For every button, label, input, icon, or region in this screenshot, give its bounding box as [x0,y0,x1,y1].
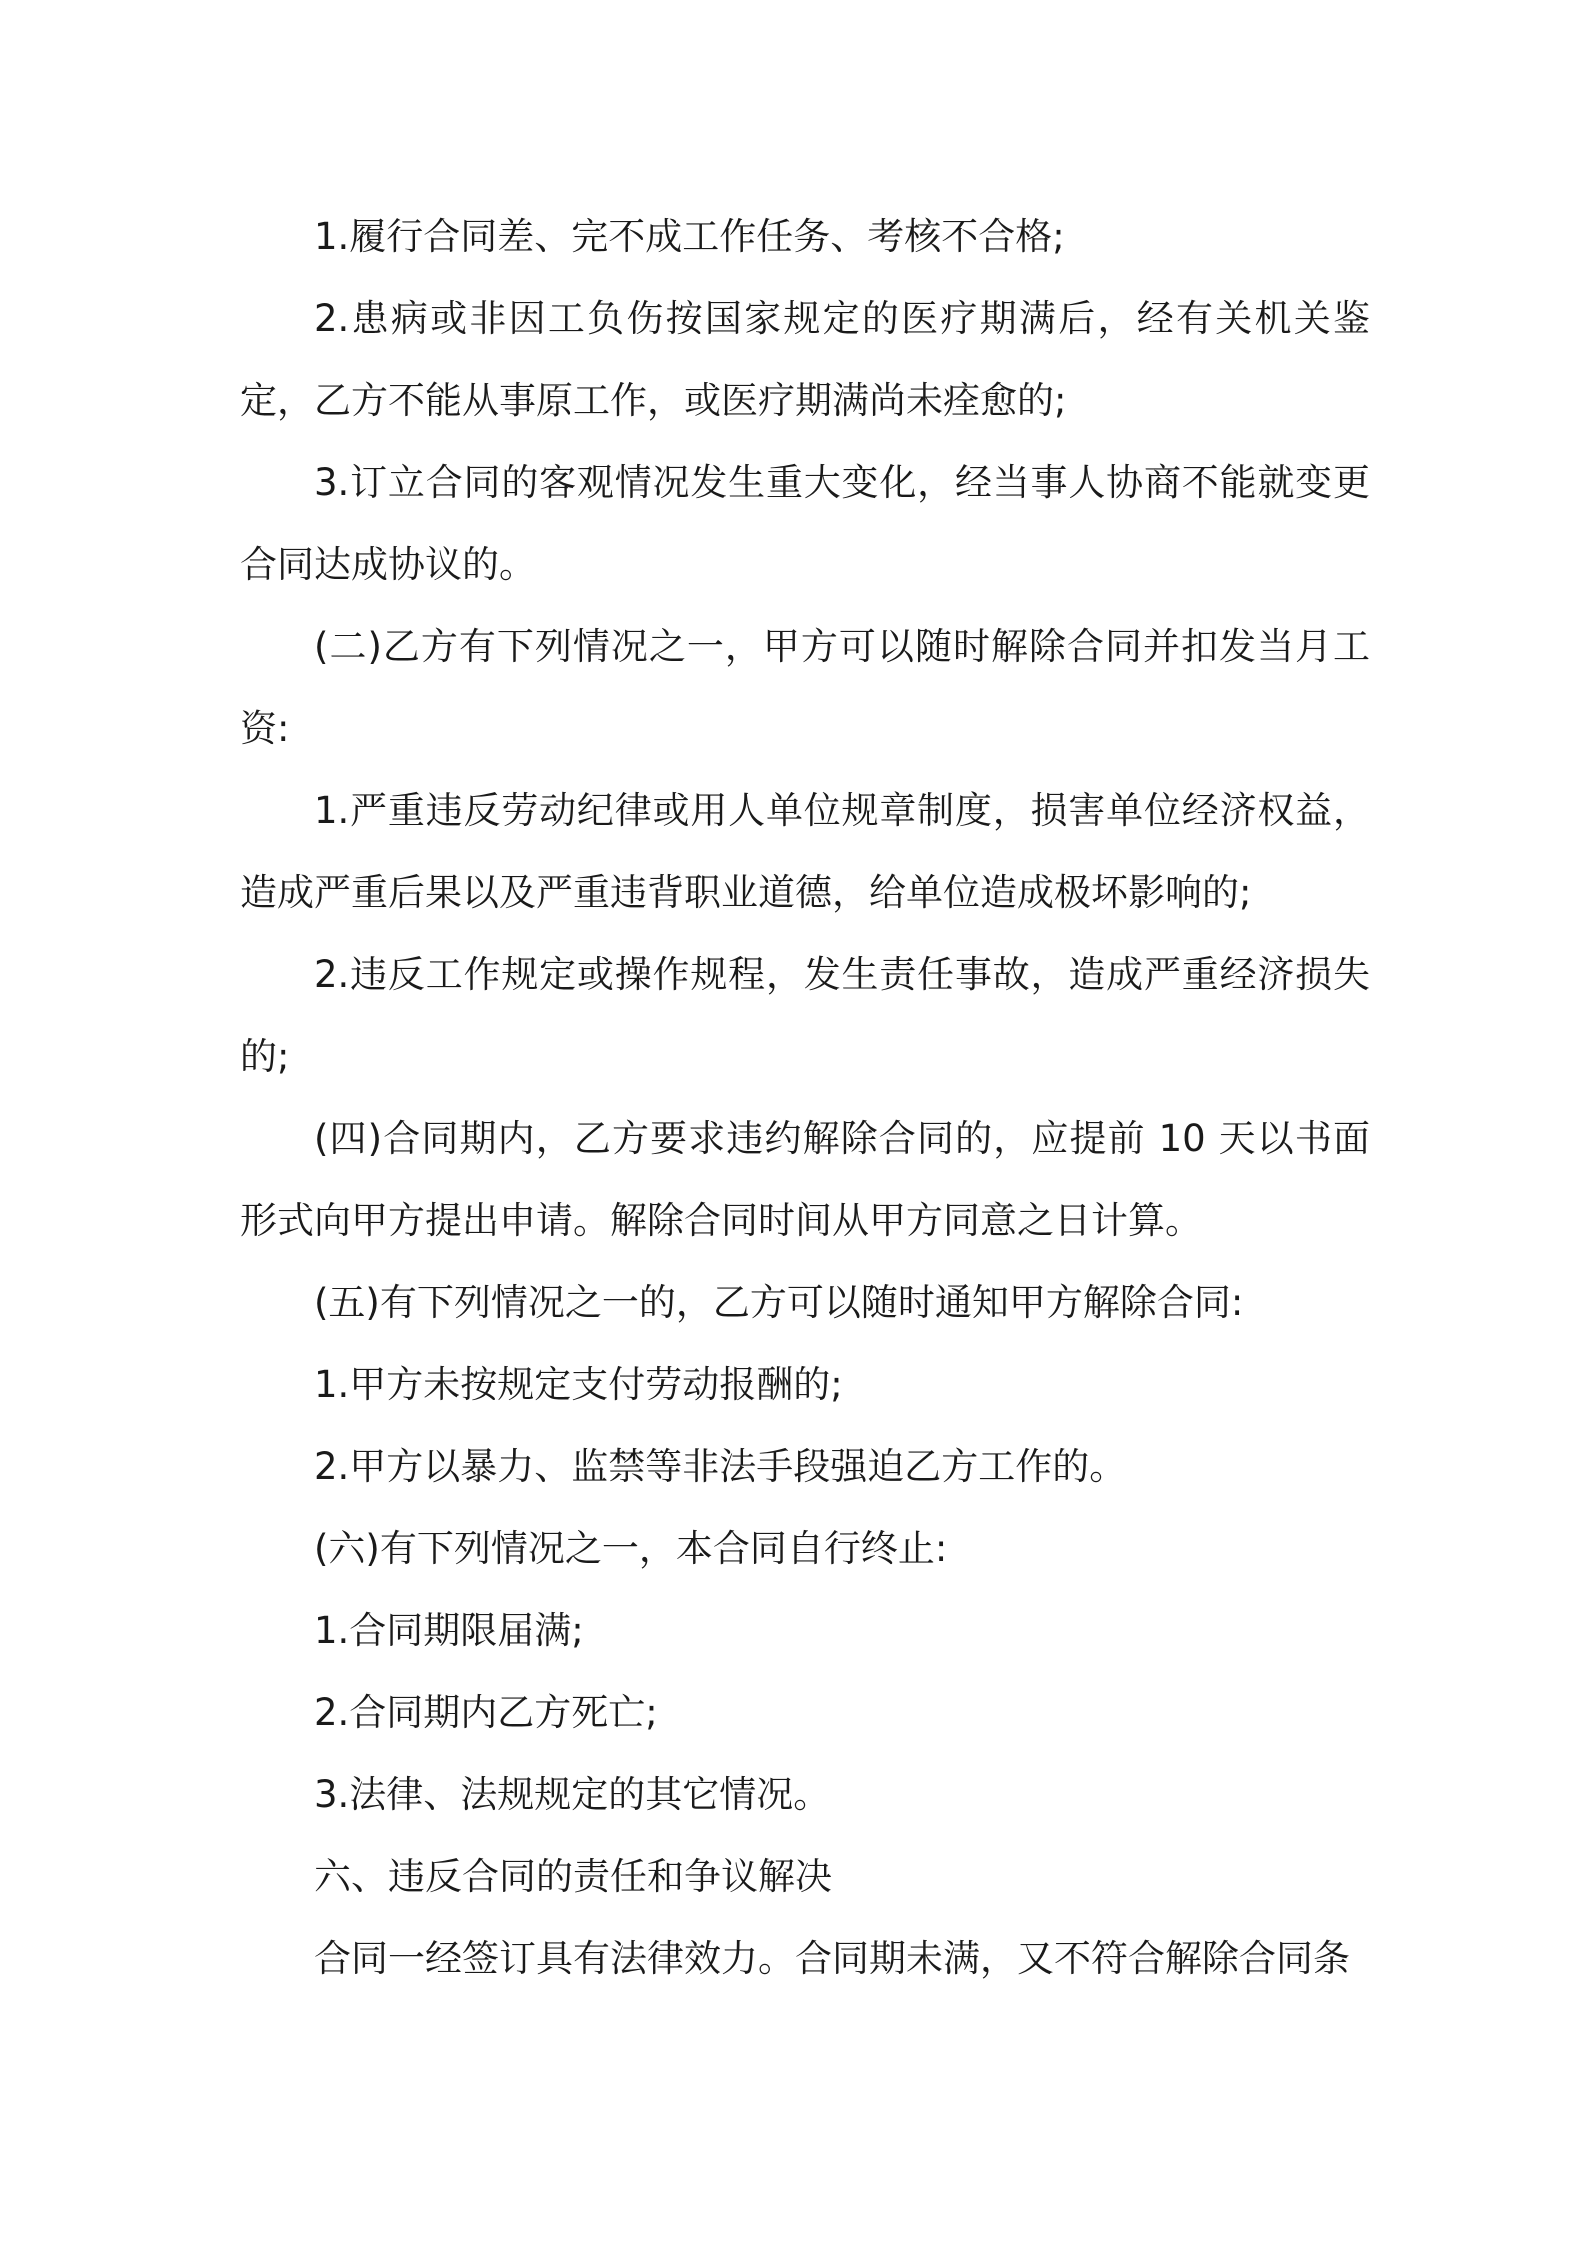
paragraph-clause-1-discipline-violation: 1.严重违反劳动纪律或用人单位规章制度，损害单位经济权益，造成严重后果以及严重违背职业道德，给单位造成极坏影响的; [240,789,1370,914]
paragraph-clause-2-responsibility-accident: 2.违反工作规定或操作规程，发生责任事故，造成严重经济损失的; [240,953,1370,1078]
paragraph-clause-3-other-legal: 3.法律、法规规定的其它情况。 [314,1773,831,1816]
paragraph-section-5-employee-termination: (五)有下列情况之一的，乙方可以随时通知甲方解除合同: [314,1281,1244,1324]
section-heading-breach-and-disputes: 六、违反合同的责任和争议解决 [314,1855,832,1898]
paragraph-clause-1-poor-performance: 1.履行合同差、完不成工作任务、考核不合格; [314,215,1065,258]
paragraph-clause-2-employee-death: 2.合同期内乙方死亡; [314,1691,658,1734]
paragraph-section-4-early-termination: (四)合同期内，乙方要求违约解除合同的，应提前 10 天以书面形式向甲方提出申请。解除合同时间从甲方同意之日计算。 [240,1117,1370,1242]
paragraph-clause-2-illness: 2.患病或非因工负伤按国家规定的医疗期满后，经有关机关鉴定，乙方不能从事原工作，或医疗期满尚未痊愈的; [240,297,1370,422]
paragraph-section-2-immediate-termination: (二)乙方有下列情况之一，甲方可以随时解除合同并扣发当月工资: [240,625,1370,750]
paragraph-legal-effect: 合同一经签订具有法律效力。合同期未满，又不符合解除合同条 [314,1937,1350,1980]
document-body [240,196,1370,2000]
paragraph-section-6-automatic-termination: (六)有下列情况之一，本合同自行终止: [314,1527,948,1570]
paragraph-clause-1-unpaid-wages: 1.甲方未按规定支付劳动报酬的; [314,1363,843,1406]
paragraph-clause-3-circumstance-change: 3.订立合同的客观情况发生重大变化，经当事人协商不能就变更合同达成协议的。 [240,461,1370,586]
paragraph-clause-2-forced-labor: 2.甲方以暴力、监禁等非法手段强迫乙方工作的。 [314,1445,1127,1488]
paragraph-clause-1-term-expired: 1.合同期限届满; [314,1609,584,1652]
